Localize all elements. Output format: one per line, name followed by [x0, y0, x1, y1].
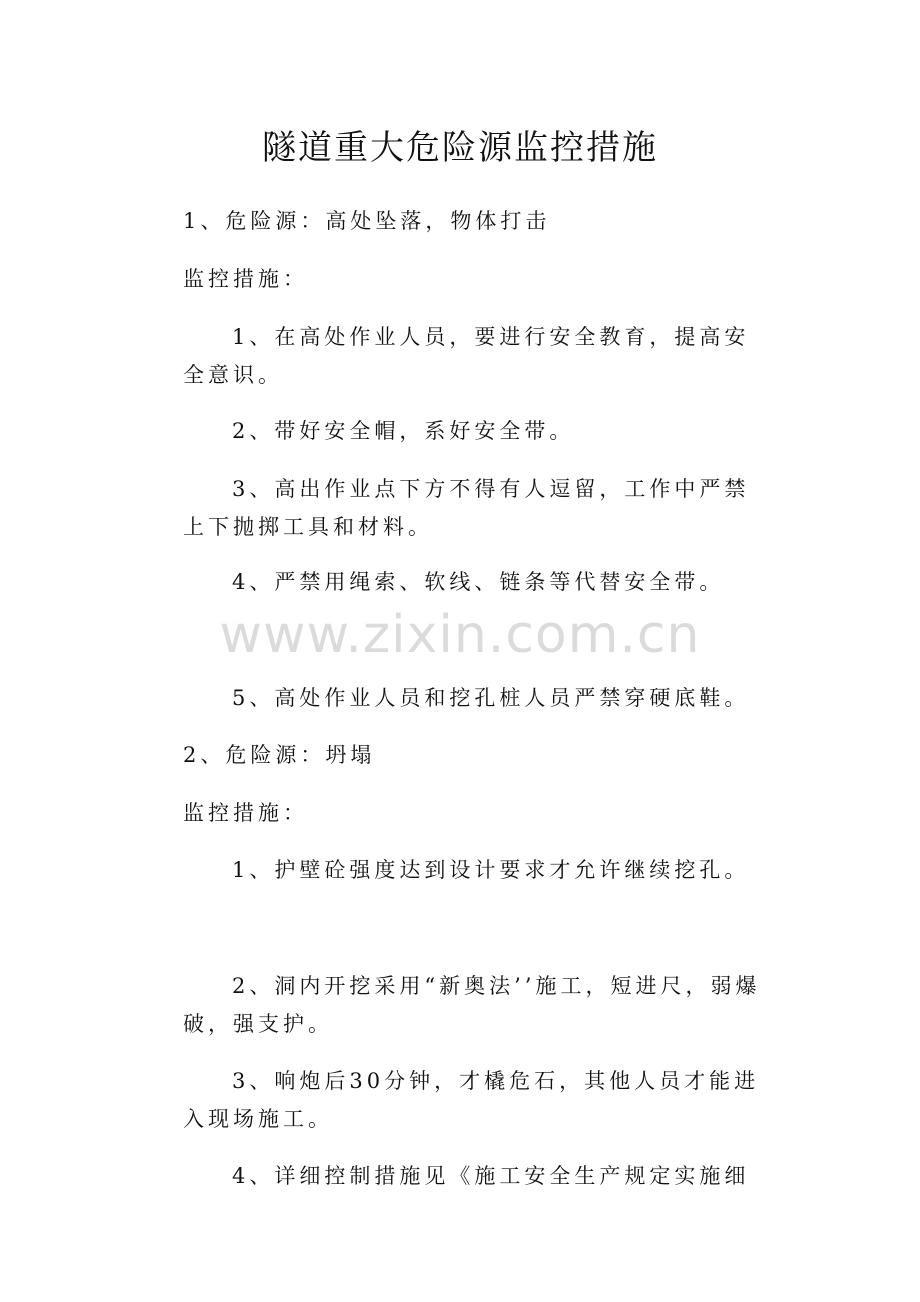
section-1-item-4: 4、严禁用绳索、软线、链条等代替安全带。: [232, 570, 725, 594]
watermark: www.zixin.com.cn: [219, 605, 701, 665]
section-2-item-4: 4、详细控制措施见《施工安全生产规定实施细: [232, 1164, 750, 1188]
section-1-heading: 1、危险源：高处坠落，物体打击: [183, 209, 551, 233]
document-title: 隧道重大危险源监控措施: [262, 128, 658, 168]
section-1-measures-label: 监控措施：: [183, 267, 308, 291]
section-1-item-2: 2、带好安全帽，系好安全带。: [232, 419, 575, 443]
section-1-item-1: 1、在高处作业人员，要进行安全教育，提高安全意识。: [183, 325, 750, 387]
section-2-measures-label: 监控措施：: [183, 801, 308, 825]
section-1-item-3: 3、高出作业点下方不得有人逗留，工作中严禁上下抛掷工具和材料。: [183, 477, 750, 539]
section-1-item-5: 5、高处作业人员和挖孔桩人员严禁穿硬底鞋。: [232, 686, 750, 710]
section-2-heading: 2、危险源：坍塌: [183, 743, 376, 767]
section-2-item-1: 1、护壁砼强度达到设计要求才允许继续挖孔。: [232, 858, 750, 882]
section-2-item-3: 3、响炮后30分钟，才橇危石，其他人员才能进入现场施工。: [183, 1069, 760, 1131]
section-2-item-2: 2、洞内开挖采用“新奥法’’施工，短进尺，弱爆破，强支护。: [183, 974, 761, 1036]
